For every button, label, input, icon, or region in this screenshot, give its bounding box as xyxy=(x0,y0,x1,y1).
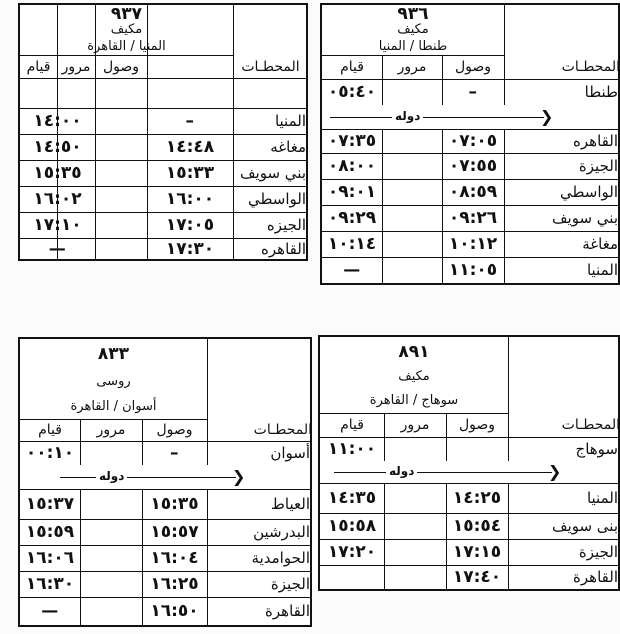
station-name: الجيزة xyxy=(270,575,310,593)
header-pass: مرور xyxy=(397,59,427,75)
depart-time: ٠٥:٤٠ xyxy=(327,82,377,102)
station-name: بني سويف xyxy=(552,209,618,227)
depart-time: ٠٧:٣٥ xyxy=(327,131,377,151)
divider-arrow: ❯ دوله xyxy=(320,461,618,483)
arrive-time: ١٥:٥٤ xyxy=(452,516,502,536)
header-depart: قيام xyxy=(38,422,62,438)
arrive-time: ١٦:٥٠ xyxy=(150,601,199,621)
arrive-time: ١٦:٢٥ xyxy=(150,574,199,594)
station-name: المنيا xyxy=(586,489,618,507)
station-name: الواسطي xyxy=(559,183,618,201)
header-pass: مرور xyxy=(96,422,126,438)
station-name: المنيا xyxy=(586,261,618,279)
station-name: الواسطي xyxy=(247,190,306,208)
station-name: القاهره xyxy=(261,240,306,258)
depart-time: ١٥:٣٧ xyxy=(25,494,75,514)
arrive-time: – xyxy=(468,82,478,102)
header-stations: المحطـات xyxy=(561,417,620,433)
station-name: العياط xyxy=(271,495,310,513)
arrive-time: ١٧:٠٥ xyxy=(165,215,215,235)
station-name: مغاغة xyxy=(582,235,618,253)
arrive-time: ١٦:٠٤ xyxy=(150,548,199,568)
depart-time: ١٧:١٠ xyxy=(33,215,82,235)
station-name: البدرشين xyxy=(253,523,310,541)
depart-time: ١٦:٣٠ xyxy=(25,574,75,594)
depart-time: ٠٠:١٠ xyxy=(25,443,75,463)
station-name: الجيزه xyxy=(266,216,306,234)
depart-time: ١٥:٥٩ xyxy=(25,522,75,542)
train-number: ٩٣٦ xyxy=(397,4,429,24)
timetable-891 xyxy=(318,335,620,591)
arrive-time: ٠٧:٥٥ xyxy=(448,156,498,176)
header-stations: المحطـات xyxy=(561,59,620,75)
train-class: روسى xyxy=(96,373,131,389)
station-name: سوهاج xyxy=(575,440,618,458)
depart-time: ١٧:٢٠ xyxy=(327,542,377,562)
header-arrive: وصول xyxy=(458,417,496,433)
depart-time: ٠٩:٢٩ xyxy=(327,208,377,228)
header-stations: المحطـات xyxy=(253,422,312,438)
depart-time: ١٦:٠٢ xyxy=(33,189,82,209)
station-name: الجيزة xyxy=(578,157,618,175)
depart-time: ١٥:٥٨ xyxy=(327,516,377,536)
route: المنيا / القاهرة xyxy=(87,38,166,54)
train-class: مكيف xyxy=(110,21,143,37)
arrive-time: ١٧:١٥ xyxy=(452,542,502,562)
timetable-937 xyxy=(18,3,308,261)
station-name: طنطا xyxy=(584,83,618,101)
depart-time: ١٦:٠٦ xyxy=(25,548,75,568)
train-number: ٨٣٣ xyxy=(97,344,130,364)
station-name: مغاغه xyxy=(270,138,306,156)
divider-arrow: ❯ دوله xyxy=(20,465,310,489)
header-pass: مرور xyxy=(61,58,91,75)
depart-time: ٠٩:٠١ xyxy=(327,182,377,202)
depart-time: ١٤:٣٥ xyxy=(327,488,377,508)
train-class: مكيف xyxy=(397,21,429,37)
arrive-time: ٠٧:٠٥ xyxy=(448,131,498,151)
arrive-time: ١٥:٣٥ xyxy=(150,494,199,514)
station-name: أسوان xyxy=(270,444,310,462)
station-name: المنيا xyxy=(274,112,306,130)
header-arrive: وصول xyxy=(102,58,140,75)
station-name: بني سويف xyxy=(240,164,306,182)
route: أسوان / القاهرة xyxy=(70,398,157,414)
depart-time: ١١:٠٠ xyxy=(327,439,377,459)
divider-label: دوله xyxy=(96,469,127,483)
arrive-time: ١٠:١٢ xyxy=(448,234,498,254)
depart-time: ٠٨:٠٠ xyxy=(327,156,377,176)
header-depart: قيام xyxy=(26,58,51,75)
station-name: القاهرة xyxy=(265,602,310,620)
depart-time: — xyxy=(48,239,67,259)
divider-label: دوله xyxy=(386,464,417,478)
arrive-time: ١٤:٤٨ xyxy=(165,137,215,157)
arrive-time: – xyxy=(170,443,179,463)
depart-time: ١٤:٥٠ xyxy=(33,137,82,157)
arrive-time: ١٤:٢٥ xyxy=(452,488,502,508)
arrive-time: – xyxy=(185,111,195,131)
train-number: ٩٣٧ xyxy=(110,4,143,24)
divider-label: دوله xyxy=(392,109,423,123)
arrive-time: ١٧:٣٠ xyxy=(165,239,215,259)
depart-time: ١٠:١٤ xyxy=(327,234,377,254)
header-arrive: وصول xyxy=(454,59,492,75)
depart-time: ١٤:٠٠ xyxy=(33,111,82,131)
header-stations: المحطـات xyxy=(241,58,300,75)
arrive-time: ١١:٠٥ xyxy=(448,260,498,280)
arrive-time: ١٦:٠٠ xyxy=(165,189,215,209)
header-depart: قيام xyxy=(340,417,364,433)
depart-time: — xyxy=(41,601,59,621)
depart-time: — xyxy=(343,260,361,280)
arrive-time: ٠٩:٢٦ xyxy=(448,208,498,228)
station-name: الحوامدية xyxy=(251,549,310,567)
station-name: القاهره xyxy=(573,132,618,150)
train-class: مكيف xyxy=(398,368,430,384)
depart-time: ١٥:٣٥ xyxy=(33,163,82,183)
arrive-time: ١٥:٣٣ xyxy=(165,163,215,183)
header-depart: قيام xyxy=(340,59,364,75)
route: طنطا / المنيا xyxy=(378,38,448,54)
arrive-time: ٠٨:٥٩ xyxy=(448,182,498,202)
train-number: ٨٩١ xyxy=(398,342,430,362)
station-name: القاهرة xyxy=(573,568,618,586)
arrive-time: ١٥:٥٧ xyxy=(150,522,199,542)
station-name: الجيزة xyxy=(578,543,618,561)
arrive-time: ١٧:٤٠ xyxy=(452,567,502,587)
timetable-833 xyxy=(18,337,312,627)
route: سوهاج / القاهرة xyxy=(369,392,459,408)
header-pass: مرور xyxy=(400,417,430,433)
timetable-936 xyxy=(320,3,620,285)
header-arrive: وصول xyxy=(156,422,193,438)
station-name: بنى سويف xyxy=(552,517,618,535)
divider-arrow: ❯ دوله xyxy=(322,105,618,129)
